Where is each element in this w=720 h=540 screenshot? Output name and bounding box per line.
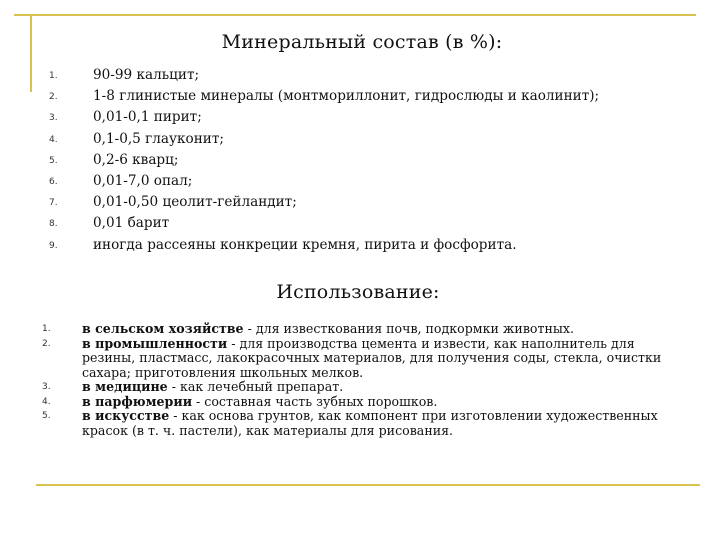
mineral-composition-title: Минеральный состав (в %): [221, 31, 503, 53]
list-item-text: 0,2-6 кварц; [93, 151, 179, 168]
frame-top-line [14, 14, 696, 16]
list-item-number: 5. [49, 155, 58, 166]
list-item-text [82, 322, 682, 337]
list-item [0, 192, 720, 213]
list-item-number: 4. [49, 134, 58, 145]
list-item-number: 5. [42, 411, 51, 421]
list-item [0, 322, 720, 337]
list-item-text: 1-8 глинистые минералы (монтмориллонит, гидрослюды и каолинит); [93, 88, 600, 105]
list-item-text [82, 337, 682, 381]
list-item [0, 150, 720, 171]
list-item [0, 65, 720, 86]
usage-field-label: в парфюмерии [82, 393, 193, 409]
list-item-text: 0,01 барит [93, 215, 170, 232]
list-item [0, 213, 720, 234]
list-item-text: 90-99 кальцит; [93, 67, 200, 83]
list-item [0, 337, 720, 381]
usage-description: - как лечебный препарат. [167, 379, 344, 394]
usage-description: - для производства цемента и извести, как наполнитель для резины, пластмасс, лакокрасочных материалов, для получения соды, стекла, очистки сахара; приготовления школьных мелков. [82, 335, 662, 380]
usage-title: Использование: [276, 281, 440, 303]
list-item [0, 171, 720, 192]
list-item-text: иногда рассеяны конкреции кремня, пирита и фосфорита. [93, 236, 517, 253]
list-item-text [82, 409, 682, 438]
list-item-number: 4. [42, 396, 51, 407]
list-item-text [82, 395, 682, 410]
list-item-text [82, 380, 682, 395]
list-item-number: 6. [49, 176, 58, 187]
list-item [0, 107, 720, 128]
list-item-number: 8. [49, 219, 58, 230]
usage-description: - для известкования почв, подкормки животных. [243, 321, 574, 336]
list-item [0, 129, 720, 150]
list-item-text: 0,01-7,0 опал; [93, 172, 193, 189]
usage-field-label: в сельском хозяйстве [82, 321, 244, 336]
list-item-number: 2. [42, 338, 51, 349]
usage-field-label: в искусстве [82, 408, 170, 423]
usage-description: - как основа грунтов, как компонент при изготовлении художественных красок (в т. ч. пастели), как материалы для рисования. [82, 408, 658, 438]
list-item-number: 9. [49, 240, 58, 251]
frame-bottom-line [36, 484, 700, 486]
list-item-number: 3. [49, 113, 58, 124]
usage-list [0, 322, 720, 438]
usage-field-label: в промышленности [82, 335, 228, 351]
list-item-number: 7. [49, 198, 58, 209]
list-item-text: 0,1-0,5 глауконит; [93, 130, 224, 147]
list-item-text: 0,01-0,50 цеолит-гейландит; [93, 194, 297, 211]
list-item-text: 0,01-0,1 пирит; [93, 109, 202, 126]
usage-description: - составная часть зубных порошков. [192, 393, 438, 409]
list-item-number: 2. [49, 92, 58, 103]
mineral-composition-list [0, 65, 720, 256]
list-item [0, 86, 720, 107]
usage-field-label: в медицине [82, 379, 168, 394]
list-item-number: 3. [42, 382, 51, 392]
list-item [0, 235, 720, 256]
list-item [0, 409, 720, 438]
list-item [0, 380, 720, 395]
list-item [0, 395, 720, 410]
list-item-number: 1. [42, 324, 51, 334]
list-item-number: 1. [49, 71, 58, 81]
